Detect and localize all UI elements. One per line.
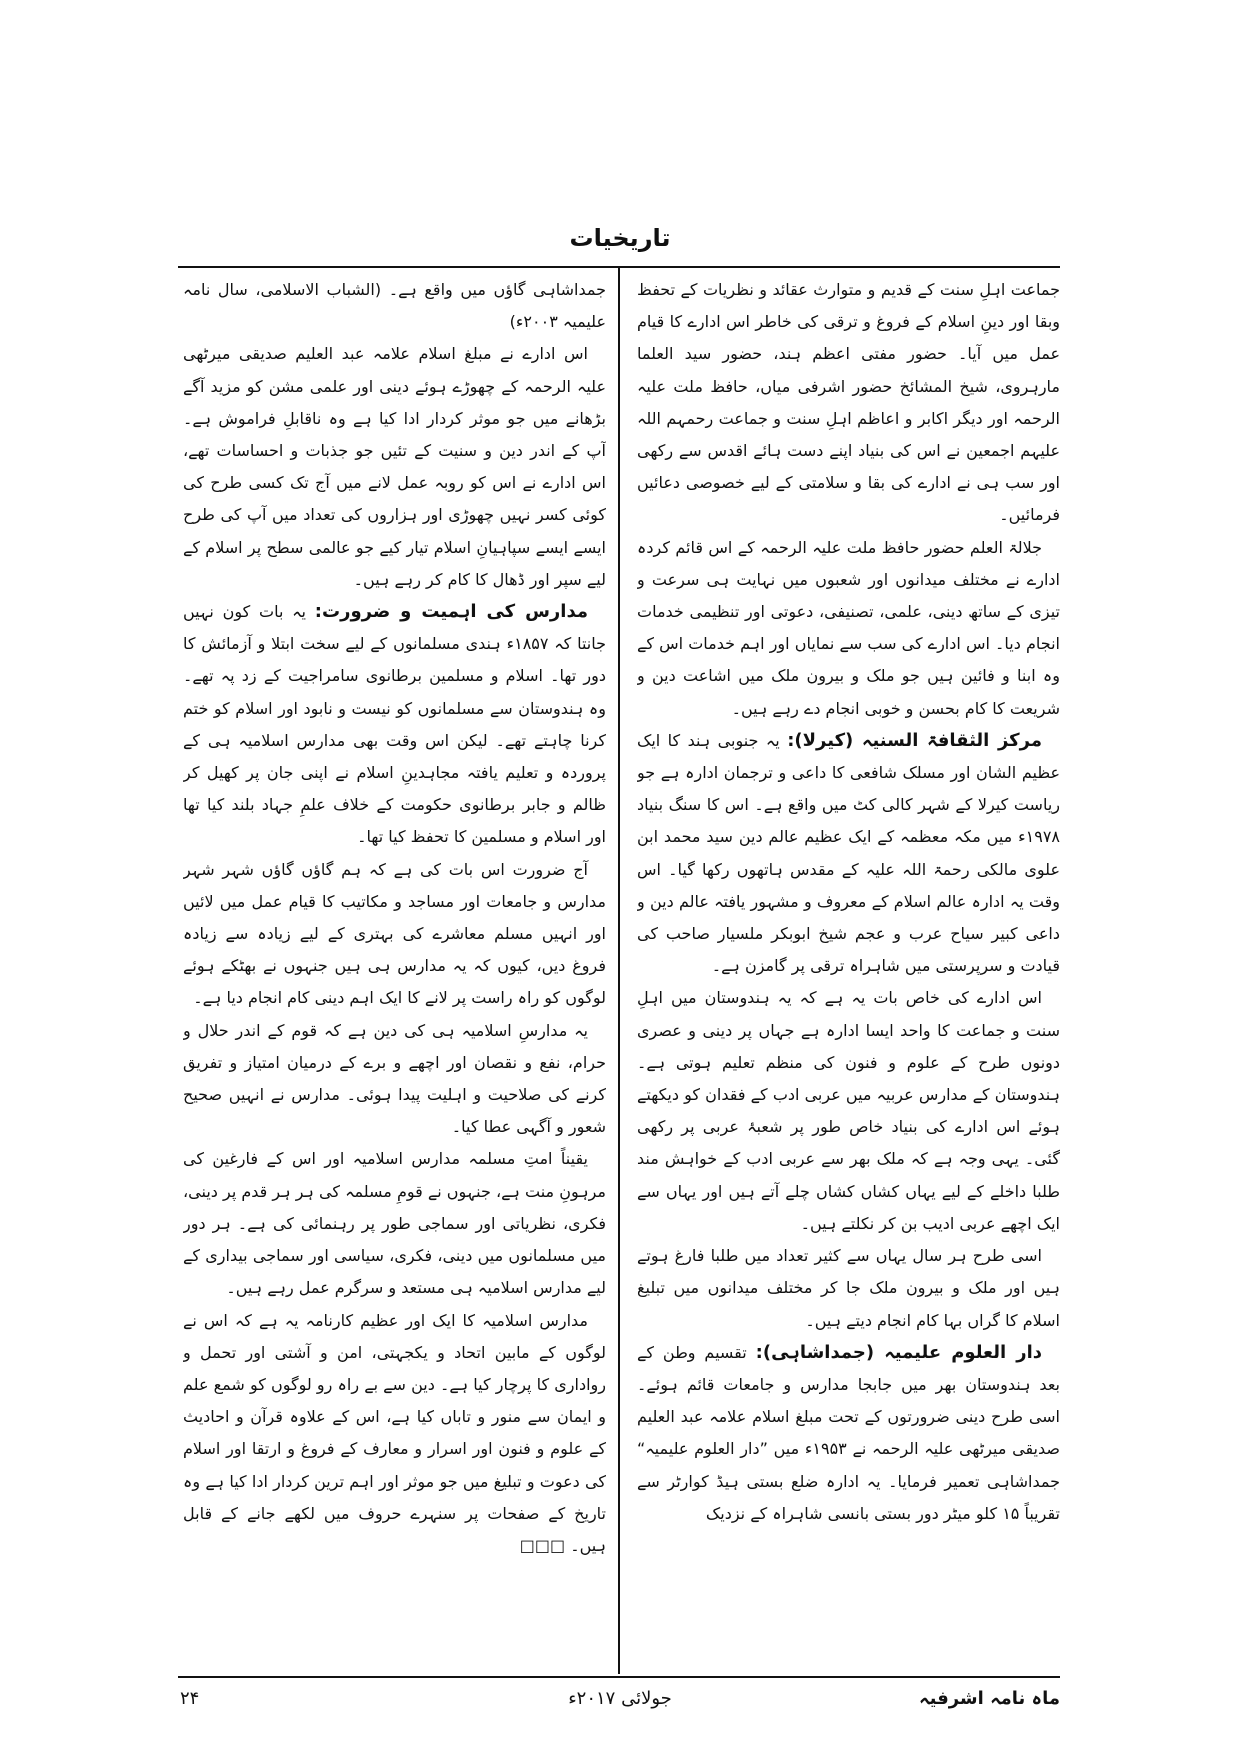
paragraph: اس ادارے نے مبلغ اسلام علامہ عبد العلیم صدیقی میرٹھی علیہ الرحمہ کے چھوڑے ہوئے دینی اور علمی مشن کو مزید آگے بڑھانے میں جو موثر کردار ادا کیا ہے وہ ناقابلِ فراموش ہے۔ آپ کے اندر دین و سنیت کے تئیں جو جذبات و احساسات تھے، اس ادارے نے اس کو روبہ عمل لانے میں آج تک کسی طرح کی کوئی کسر نہیں چھوڑی اور ہزاروں کی تعداد میں آپ کی طرح ایسے ایسے سپاہیانِ اسلام تیار کیے جو عالمی سطح پر اسلام کے لیے سپر اور ڈھال کا کام کر رہے ہیں۔ [183,344,606,589]
paragraph: اسی طرح ہر سال یہاں سے کثیر تعداد میں طلبا فارغ ہوتے ہیں اور ملک و بیرون ملک جا کر مختلف میدانوں میں تبلیغ اسلام کا گراں بہا کام انجام دیتے ہیں۔ [637,1246,1060,1330]
subheading-markaz: مرکز الثقافۃ السنیہ (کیرلا): [787,729,1042,751]
bottom-rule [178,1676,1060,1678]
final-text: مدارس اسلامیہ کا ایک اور عظیم کارنامہ یہ ہے کہ اس نے لوگوں کے مابین اتحاد و یکجہتی، امن و آشتی اور تحمل و رواداری کا پرچار کیا ہے۔ دین سے بے راہ رو لوگوں کو شمع علم و ایمان سے منور و تاباں کیا ہے، اس کے علاوہ قرآن و احادیث کے علوم و فنون اور اسرار و معارف کے فروغ و ارتقا اور اسلام کی دعوت و تبلیغ میں جو موثر اور اہم ترین کردار ادا کیا ہے وہ تاریخ کے صفحات پر سنہرے حروف میں لکھے جانے کے قابل ہیں۔ [183,1310,606,1555]
paragraph: یہ مدارسِ اسلامیہ ہی کی دین ہے کہ قوم کے اندر حلال و حرام، نفع و نقصان اور اچھے و برے کے درمیان امتیاز و تفریق کرنے کی صلاحیت و اہلیت پیدا ہوئی۔ مدارس نے انہیں صحیح شعور و آگہی عطا کیا۔ [183,1020,606,1137]
section-title: تاریخیات [569,224,671,252]
end-mark: □□□ [519,1535,566,1555]
paragraph: جماعت اہلِ سنت کے قدیم و متوارث عقائد و نظریات کے تحفظ وبقا اور دینِ اسلام کے فروغ و ترقی کی خاطر اس ادارے کا قیام عمل میں آیا۔ حضور مفتی اعظم ہند، حضور سید العلما مارہروی، شیخ المشائخ حضور اشرفی میاں، حافظ ملت علیہ الرحمہ اور دیگر اکابر و اعاظم اہلِ سنت و جماعت رحمہم اللہ علیہم اجمعین نے اس کی بنیاد اپنے دست ہائے اقدس سے رکھی اور سب ہی نے ادارے کی بقا و سلامتی کے لیے خصوصی دعائیں فرمائیں۔ [637,280,1060,525]
paragraph-markaz [637,725,1060,983]
paragraph: جمداشاہی گاؤں میں واقع ہے۔ (الشباب الاسلامی، سال نامہ علیمیہ ۲۰۰۳ء) [183,280,606,332]
footer-page-number: ۲۴ [180,1688,200,1709]
paragraph: یقیناً امتِ مسلمہ مدارس اسلامیہ اور اس کے فارغین کی مرہونِ منت ہے، جنہوں نے قومِ مسلمہ کی ہر ہر قدم پر دینی، فکری، نظریاتی اور سماجی طور پر رہنمائی کی ہے۔ ہر دور میں مسلمانوں میں دینی، فکری، سیاسی اور سماجی بیداری کے لیے مدارس اسلامیہ ہی مستعد و سرگرم عمل رہے ہیں۔ [183,1149,606,1298]
paragraph-darul-uloom [637,1337,1060,1530]
paragraph: جلالۃ العلم حضور حافظ ملت علیہ الرحمہ کے اس قائم کردہ ادارے نے مختلف میدانوں اور شعبوں میں نہایت ہی سرعت و تیزی کے ساتھ دینی، علمی، تصنیفی، دعوتی اور تنظیمی خدمات انجام دیا۔ اس ادارے کی سب سے نمایاں اور اہم خدمات اس کے وہ ابنا و فائین ہیں جو ملک و بیرون ملک میں اشاعت دین و شریعت کا کام بحسن و خوبی انجام دے رہے ہیں۔ [637,537,1060,718]
footer-magazine-name: ماہ نامہ اشرفیہ [919,1688,1060,1709]
markaz-text: یہ جنوبی ہند کا ایک عظیم الشان اور مسلک شافعی کا داعی و ترجمان ادارہ ہے جو ریاست کیرلا کے شہر کالی کٹ میں واقع ہے۔ اس کا سنگ بنیاد ۱۹۷۸ء میں مکہ معظمہ کے ایک عظیم عالم دین سید محمد ابن علوی مالکی رحمۃ اللہ علیہ کے مقدس ہاتھوں رکھا گیا۔ اس وقت یہ ادارہ عالم اسلام کے معروف و مشہور یافتہ عالم دین و داعی کبیر سیاح عرب و عجم شیخ ابوبکر ملسیار صاحب کی قیادت و سرپرستی میں شاہراہ ترقی پر گامزن ہے۔ [637,730,1060,976]
right-column [637,274,1060,1666]
subheading-madaris: مدارس کی اہمیت و ضرورت: [314,601,588,623]
subheading-darul-uloom: دار العلوم علیمیہ (جمداشاہی): [755,1341,1042,1363]
darul-uloom-text: تقسیم وطن کے بعد ہندوستان بھر میں جابجا مدارس و جامعات قائم ہوئے۔ اسی طرح دینی ضرورتوں کے تحت مبلغ اسلام علامہ عبد العلیم صدیقی میرٹھی علیہ الرحمہ نے ۱۹۵۳ء میں ”دار العلوم علیمیہ“ جمداشاہی تعمیر فرمایا۔ یہ ادارہ ضلع بستی ہیڈ کوارٹر سے تقریباً ۱۵ کلو میٹر دور بستی بانسی شاہراہ کے نزدیک [637,1342,1060,1523]
paragraph-madaris [183,596,606,854]
madaris-text: یہ بات کون نہیں جانتا کہ ۱۸۵۷ء ہندی مسلمانوں کے لیے سخت ابتلا و آزمائش کا دور تھا۔ اسلام و مسلمین برطانوی سامراجیت کے زد پہ تھے۔ وہ ہندوستان سے مسلمانوں کو نیست و نابود اور اسلام کو ختم کرنا چاہتے تھے۔ لیکن اس وقت بھی مدارس اسلامیہ ہی کے پروردہ و تعلیم یافتہ مجاہدینِ اسلام نے اپنی جان پر کھیل کر ظالم و جابر برطانوی حکومت کے خلاف علمِ جہاد بلند کیا تھا اور اسلام و مسلمین کا تحفظ کیا تھا۔ [183,602,606,847]
paragraph: آج ضرورت اس بات کی ہے کہ ہم گاؤں گاؤں شہر شہر مدارس و جامعات اور مساجد و مکاتیب کا قیام عمل میں لائیں اور انہیں مسلم معاشرے کی بہتری کے لیے زیادہ سے زیادہ فروغ دیں، کیوں کہ یہ مدارس ہی ہیں جنہوں نے بھٹکے ہوئے لوگوں کو راہ راست پر لانے کا ایک اہم دینی کام انجام دیا ہے۔ [183,859,606,1008]
paragraph-final [183,1305,606,1563]
left-column [183,274,606,1666]
footer-issue-date: جولائی ۲۰۱۷ء [568,1688,672,1709]
column-divider [618,268,620,1674]
paragraph: اس ادارے کی خاص بات یہ ہے کہ یہ ہندوستان میں اہلِ سنت و جماعت کا واحد ایسا ادارہ ہے جہاں پر دینی و عصری دونوں طرح کے علوم و فنون کی منظم تعلیم ہوتی ہے۔ ہندوستان کے مدارس عربیہ میں عربی ادب کے فقدان کو دیکھتے ہوئے اس ادارے کی بنیاد خاص طور پر شعبۂ عربی پر رکھی گئی۔ یہی وجہ ہے کہ ملک بھر سے عربی ادب کے خواہش مند طلبا داخلے کے لیے یہاں کشاں کشاں چلے آتے ہیں اور یہاں سے ایک اچھے عربی ادیب بن کر نکلتے ہیں۔ [637,988,1060,1233]
